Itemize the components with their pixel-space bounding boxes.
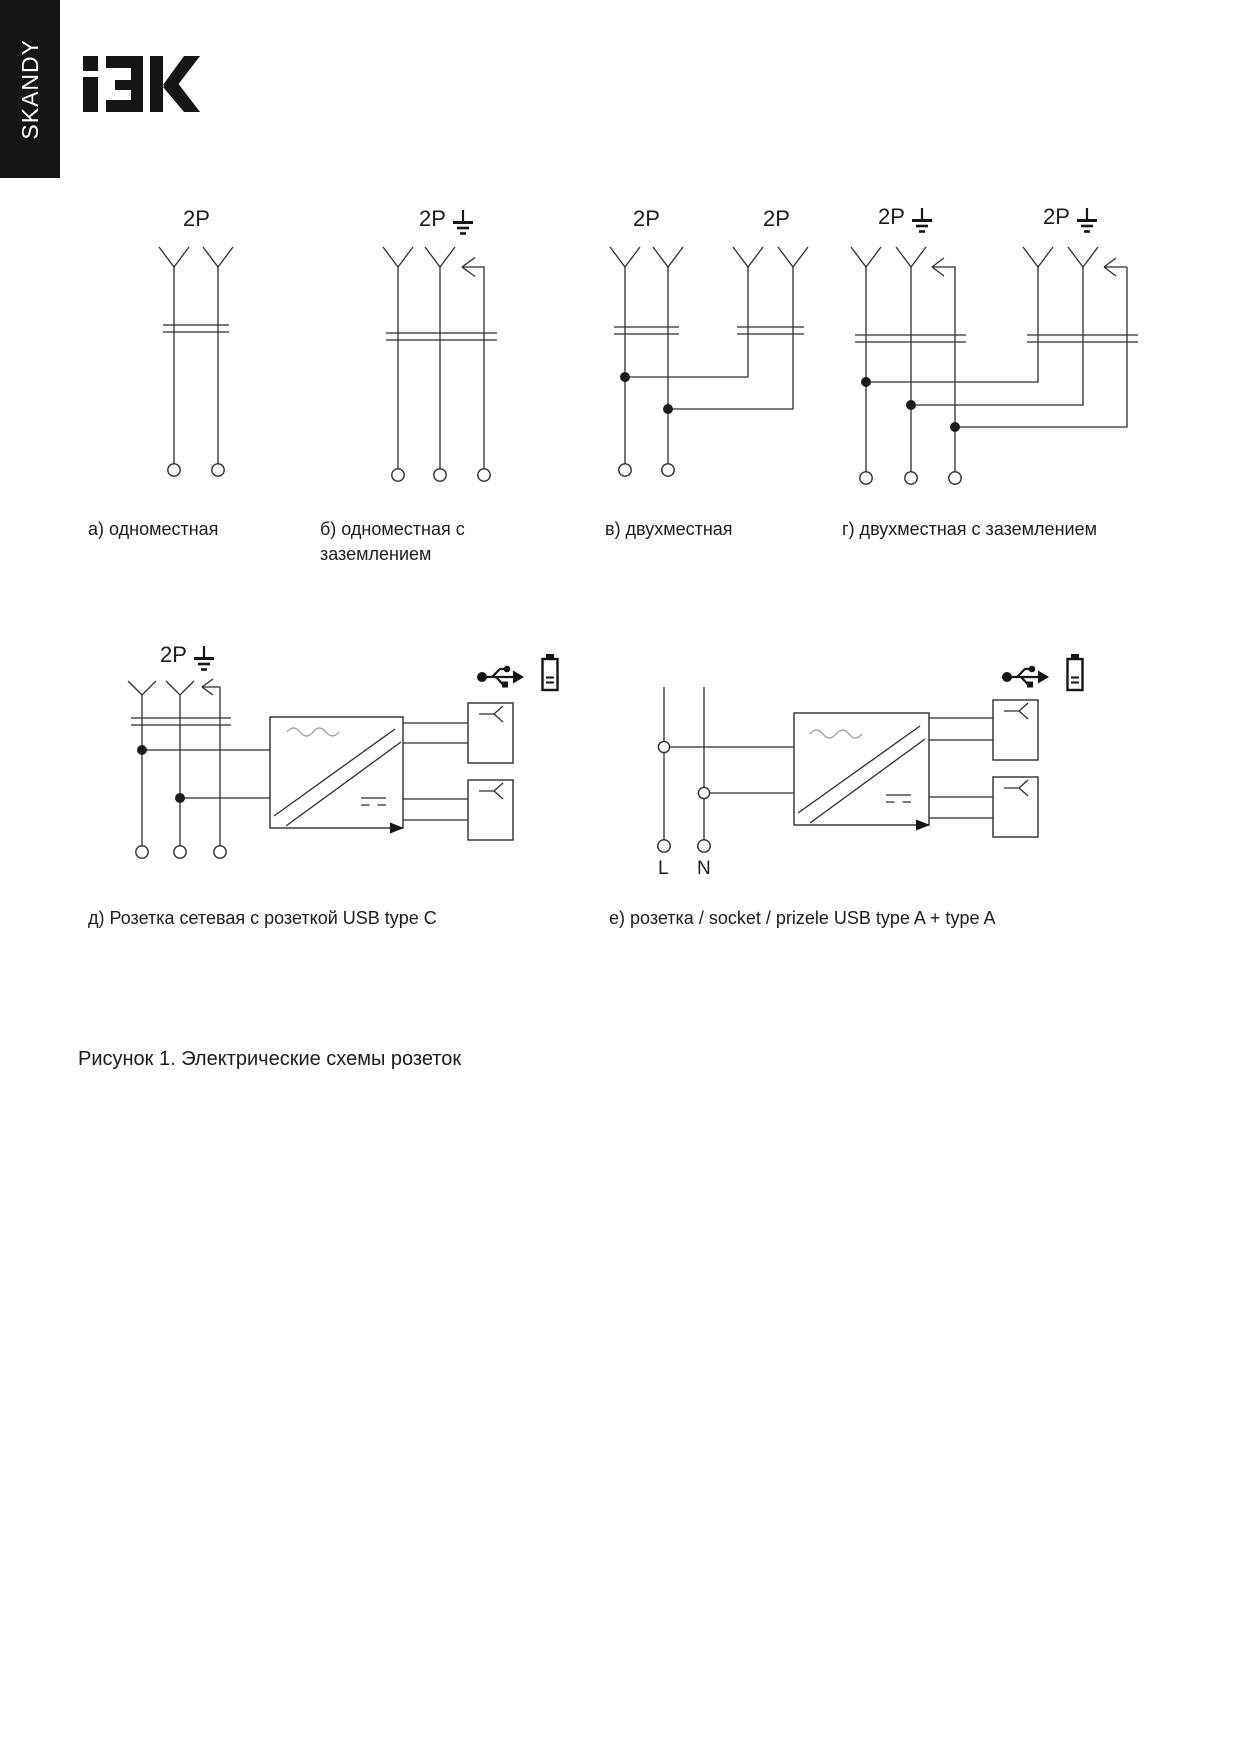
usb-port-box	[993, 700, 1038, 760]
ac-wave-symbol	[810, 730, 862, 738]
terminal-label-l: L	[658, 858, 669, 879]
dc-symbol	[886, 795, 911, 802]
pole-text: 2P	[878, 204, 905, 229]
dc-symbol	[361, 798, 386, 805]
battery-icon	[1068, 654, 1083, 690]
caption-g: г) двухместная с заземлением	[842, 519, 1097, 539]
pole-text: 2P	[419, 206, 446, 231]
flow-arrow-icon	[390, 823, 404, 834]
terminal-label-n: N	[697, 858, 711, 879]
pole-text: 2P	[160, 642, 187, 667]
usb-port-box	[993, 777, 1038, 837]
caption-b: б) одноместная с заземлением	[320, 519, 465, 564]
pole-label-b	[419, 208, 474, 236]
ac-wave-symbol	[287, 728, 339, 736]
pole-label-g-right	[1043, 206, 1098, 234]
diagram-v-schematic	[610, 247, 808, 476]
acdc-converter-box	[794, 713, 930, 831]
pole-text: 2P	[633, 206, 660, 231]
pole-label-v-right	[763, 208, 790, 230]
caption-e: е) розетка / socket / prizele USB type A + type A	[609, 908, 996, 928]
pole-label-d	[160, 644, 215, 672]
series-label: SKANDY	[16, 38, 43, 140]
earth-ground-icon	[911, 207, 933, 234]
battery-icon	[543, 654, 558, 690]
pole-label-g-left	[878, 206, 933, 234]
earth-ground-icon	[1076, 207, 1098, 234]
diagram-d-schematic	[128, 654, 558, 858]
usb-port-box	[468, 703, 513, 763]
earth-ground-icon	[193, 645, 215, 672]
pole-text: 2P	[1043, 204, 1070, 229]
caption-d: д) Розетка сетевая с розеткой USB type C	[88, 908, 437, 928]
pole-text: 2P	[763, 206, 790, 231]
diagram-b-schematic	[383, 247, 497, 481]
flow-arrow-icon	[916, 820, 930, 831]
pole-label-v-left	[633, 208, 660, 230]
caption-a: а) одноместная	[88, 519, 219, 539]
earth-ground-icon	[452, 209, 474, 236]
usb-trident-icon	[477, 666, 524, 688]
caption-v: в) двухместная	[605, 519, 733, 539]
diagram-e-schematic	[658, 654, 1083, 852]
diagram-g-schematic	[851, 247, 1138, 484]
pole-label-a	[183, 208, 210, 230]
usb-port-box	[468, 780, 513, 840]
figure-title: Рисунок 1. Электрические схемы розеток	[78, 1048, 462, 1070]
acdc-converter-box	[270, 717, 404, 834]
usb-trident-icon	[1002, 666, 1049, 688]
diagram-a-schematic	[159, 247, 233, 476]
pole-text: 2P	[183, 206, 210, 231]
